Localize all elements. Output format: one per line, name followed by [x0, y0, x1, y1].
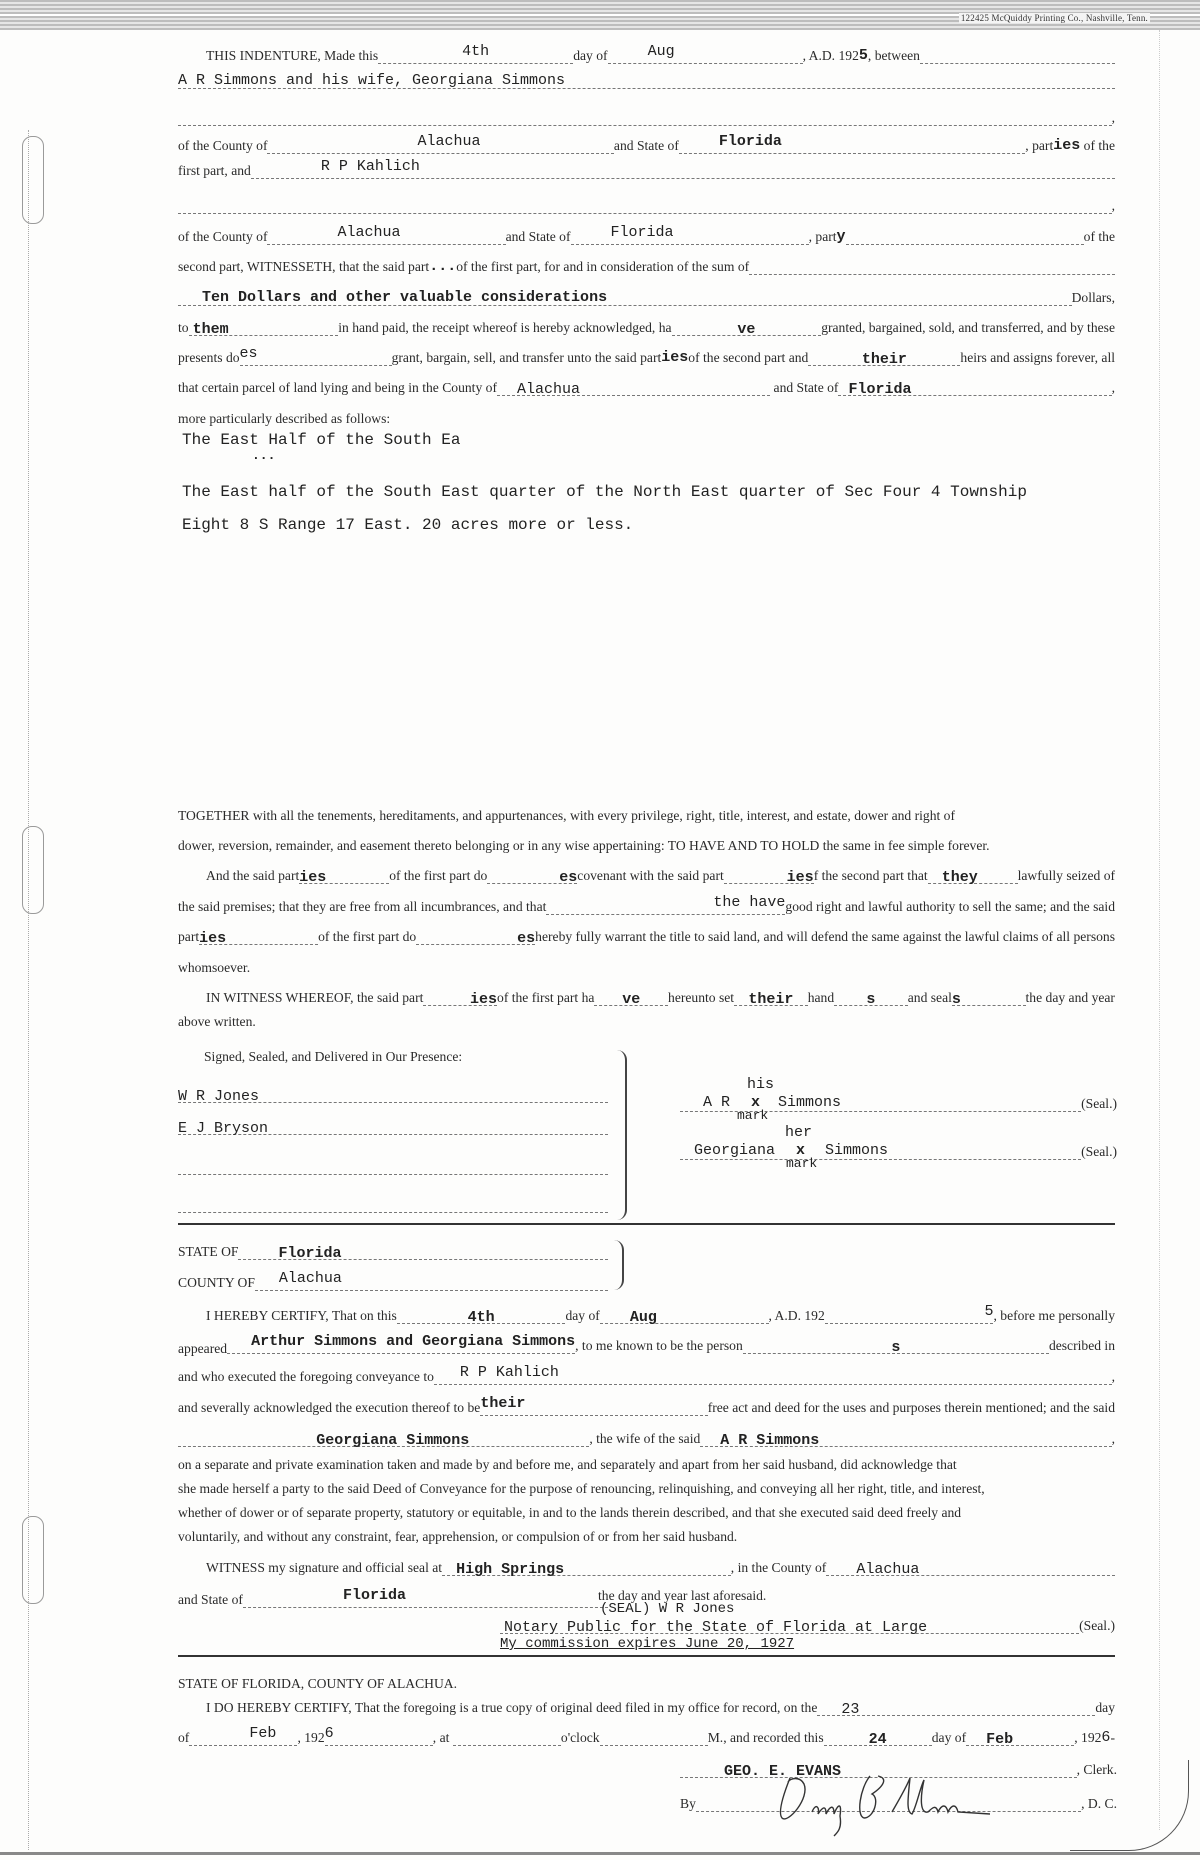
ack-para-2: she made herself a party to the said Deed of Conveyance for the purpose of renouncing, relinquishing, and conveying all her right, title, and interest, [178, 1481, 985, 1496]
ack-witness-line [178, 1560, 1115, 1576]
grantor1-x-mark: x [751, 1094, 761, 1111]
grantee-state: Florida [610, 224, 674, 241]
county-of-label: of the County of [178, 138, 268, 153]
signed-sealed-heading: Signed, Sealed, and Delivered in Our Presence: [204, 1049, 463, 1064]
seal-label: (Seal.) [1081, 1144, 1117, 1159]
ack-para-4: voluntarily, and without any constraint, fear, apprehension, or compulsion of or from her said husband. [178, 1529, 738, 1544]
witness-ve: ve [622, 991, 641, 1008]
covenant-text-e: lawfully seized of [1017, 868, 1116, 883]
grantor1-last: Simmons [778, 1094, 842, 1111]
parcel-text: that certain parcel of land lying and being in the County of [178, 380, 497, 395]
description-line-2: Eight 8 S Range 17 East. 20 acres more or less. [182, 516, 634, 534]
struck-marks: ... [252, 448, 276, 463]
of-label: of [178, 1730, 190, 1745]
recording-certify-text: I DO HEREBY CERTIFY, That the foregoing is a true copy of original deed filed in my office for record, on the [206, 1700, 818, 1715]
ack-year-digit: 5 [984, 1303, 994, 1320]
witnesseth-line [178, 259, 1115, 275]
warrant-es: es [517, 930, 536, 947]
parcel-county: Alachua [516, 381, 580, 398]
of-the-label: of the [1083, 138, 1115, 153]
grantor-county-line [178, 133, 1115, 154]
filed-month: Feb [249, 1725, 277, 1742]
appeared-label: appeared [178, 1341, 228, 1356]
covenant-ies-2: ies [786, 869, 814, 886]
description-line-1: The East half of the South East quarter of the North East quarter of Sec Four 4 Township [182, 483, 1027, 501]
ack-county-2: Alachua [856, 1561, 920, 1578]
witnesseth-label: second part, WITNESSETH, that the said part [178, 259, 430, 274]
state-of-label: and State of [773, 380, 839, 395]
witness-signature-3 [178, 1160, 608, 1175]
witness-text-d: hand [807, 990, 835, 1005]
grantor2-her: her [785, 1124, 813, 1141]
warrant-text-b: of the first part do [318, 929, 417, 944]
notary-title: Notary Public for the State of Florida at Large [504, 1619, 928, 1636]
ack-month: Aug [629, 1309, 657, 1326]
ack-state-line [178, 1244, 608, 1260]
witness-seals-s: s [951, 991, 961, 1008]
ack-county: Alachua [278, 1270, 342, 1287]
part-label: , part [808, 229, 837, 244]
covenant-line [178, 868, 1115, 884]
ack-para-3: whether of dower or of separate property, statutory or equitable, in and to the lands therein described, and that she executed said deed freely and [178, 1505, 962, 1520]
second-part-and-text: of the second part and [688, 350, 809, 365]
ack-place: High Springs [456, 1561, 565, 1578]
does-suffix: es [239, 345, 258, 362]
witness-name-2: E J Bryson [178, 1120, 269, 1137]
hand-paid-text: in hand paid, the receipt whereof is hereby acknowledged, ha [338, 320, 672, 335]
ack-certify-text: I HEREBY CERTIFY, That on this [206, 1308, 397, 1323]
grantor-state: Florida [718, 133, 782, 150]
ack-wife-name: Georgiana Simmons [316, 1432, 470, 1449]
ack-appeared-line [178, 1333, 1115, 1356]
warrant-ies: ies [199, 930, 227, 947]
witness-name-1: W R Jones [178, 1088, 260, 1105]
grantee-county: Alachua [337, 224, 401, 241]
recording-certify-line [178, 1700, 1115, 1716]
ack-their: their [480, 1395, 526, 1412]
witnesseth-suffix: ... [429, 258, 457, 275]
covenant-ies-1: ies [299, 869, 327, 886]
comma: , [1111, 1431, 1116, 1446]
described-in-text: described in [1048, 1338, 1115, 1353]
to-whom: them [192, 321, 229, 338]
ack-para-1: on a separate and private examination taken and made by and before me, and separately and apart from her said husband, did acknowledge that [178, 1457, 957, 1472]
grantee-line [178, 158, 1115, 179]
have-suffix: ve [737, 321, 756, 338]
filed-year-digit: 6 [324, 1725, 334, 1742]
indenture-line [178, 43, 1115, 64]
grantor1-mark: mark [737, 1108, 769, 1123]
grantor2-mark: mark [786, 1156, 818, 1171]
person-suffix: s [891, 1339, 901, 1356]
seal-label: (Seal.) [1079, 1618, 1115, 1633]
witness-text-e: and seal [907, 990, 952, 1005]
state-of-label: and State of [613, 138, 679, 153]
comma: , [1111, 1369, 1115, 1384]
day-label: day [1095, 1700, 1115, 1715]
witness-text-b: of the first part ha [497, 990, 595, 1005]
presents-do-label: presents do [178, 350, 240, 365]
grant-bargain-text: grant, bargain, sell, and transfer unto the said part [391, 350, 662, 365]
witness-hands-s: s [866, 991, 876, 1008]
ack-state-2: Florida [342, 1587, 406, 1604]
appeared-names: Arthur Simmons and Georgiana Simmons [251, 1333, 576, 1350]
blank-line-1 [178, 110, 1115, 126]
deputy-clerk-signature-icon [760, 1768, 1060, 1838]
signature-brace [617, 1050, 627, 1220]
premises-the-have: the have [713, 894, 786, 911]
ack-state-label: STATE OF [178, 1244, 239, 1259]
described-line [178, 411, 1115, 427]
section-divider-1 [178, 1223, 1115, 1225]
ad-label: , A.D. 192 [768, 1308, 825, 1323]
dollars-label: Dollars, [1071, 290, 1115, 305]
witness-signature-2 [178, 1120, 608, 1135]
covenant-text-b: of the first part do [389, 868, 488, 883]
last-aforesaid: the day and year last aforesaid. [598, 1588, 767, 1603]
together-line-1: TOGETHER with all the tenements, hereditaments, and appurtenances, with every privilege, right, title, interest, and estate, dower and right of [178, 808, 956, 823]
recording-date-line [178, 1725, 1115, 1748]
between-label: , between [867, 48, 920, 63]
seal-label: (Seal.) [1081, 1096, 1117, 1111]
ad-label: , A.D. 192 [802, 48, 859, 63]
first-part-and-label: first part, and [178, 163, 251, 178]
grantors-names: A R Simmons and his wife, Georgiana Simmons [178, 72, 566, 89]
witness-at-text: WITNESS my signature and official seal at [206, 1560, 443, 1575]
grantor-part-suffix: ies [1053, 137, 1081, 154]
county-of-label: of the County of [178, 229, 268, 244]
whomsoever-line: whomsoever. [178, 960, 251, 975]
witness-text-a: IN WITNESS WHEREOF, the said part [206, 990, 424, 1005]
wife-of-text: , the wife of the said [589, 1431, 701, 1446]
at-label: , at [432, 1730, 450, 1745]
covenant-es-1: es [559, 869, 578, 886]
witness-whereof-line [178, 990, 1115, 1006]
comma: , [1111, 110, 1115, 125]
indenture-prefix: THIS INDENTURE, Made this [206, 48, 379, 63]
receipt-line [178, 320, 1115, 336]
grantee-part-suffix: y [836, 228, 846, 245]
state-of-label: and State of [505, 229, 571, 244]
grantee-name: R P Kahlich [320, 158, 420, 175]
recorded-day: 24 [868, 1731, 887, 1748]
part-label: , part [1025, 138, 1054, 153]
clerk-label: , Clerk. [1076, 1762, 1117, 1777]
warrant-text-a: part [178, 929, 200, 944]
covenant-text-a: And the said part [206, 868, 300, 883]
grantor2-x-mark: x [796, 1142, 806, 1159]
in-county-text: , in the County of [730, 1560, 827, 1575]
severally-text: and severally acknowledged the execution thereof to be [178, 1400, 481, 1415]
witness-ies: ies [470, 991, 498, 1008]
consideration-line [178, 290, 1115, 306]
indenture-month: Aug [647, 43, 675, 60]
to-label: to [178, 320, 189, 335]
above-written: above written. [178, 1014, 256, 1029]
parties-suffix: ies [661, 349, 689, 366]
witness-text-f: the day and year [1025, 990, 1115, 1005]
recorded-year-digit: 6 [1101, 1729, 1111, 1746]
grantor1-first: A R [703, 1094, 731, 1111]
ack-county-line [178, 1270, 608, 1291]
dash: - [1110, 1730, 1115, 1745]
known-text: , to me known to be the person [575, 1338, 743, 1353]
by-label: By [680, 1796, 696, 1811]
blank-line-2 [178, 198, 1115, 214]
presents-line [178, 345, 1115, 368]
grantor2-first: Georgiana [694, 1142, 776, 1159]
comma: , [1111, 198, 1115, 213]
indenture-year-digit: 5 [858, 47, 868, 64]
clerk-name: GEO. E. EVANS [724, 1763, 842, 1780]
comma: , [1111, 380, 1116, 395]
punch-hole-bottom [22, 1516, 44, 1604]
ack-executed-line [178, 1364, 1115, 1385]
ack-brace [614, 1240, 624, 1290]
together-line-2: dower, reversion, remainder, and easement thereto belonging or in any wise appertaining: TO HAVE AND TO HOLD the same in fee simple forever. [178, 838, 990, 853]
ack-severally-line [178, 1395, 1115, 1416]
ack-state-of-line [178, 1587, 608, 1608]
day-of-label: day of [573, 48, 608, 63]
day-of-label: day of [565, 1308, 600, 1323]
executed-to-text: and who executed the foregoing conveyance to [178, 1369, 434, 1384]
punch-hole-middle [22, 826, 44, 914]
indenture-day: 4th [462, 43, 490, 60]
ack-husband: A R Simmons [720, 1432, 820, 1449]
of-the-label: of the [1083, 229, 1115, 244]
grantor-county: Alachua [417, 133, 481, 150]
premises-text-a: the said premises; that they are free from all incumbrances, and that [178, 899, 547, 914]
warrant-line [178, 929, 1115, 945]
premises-line [178, 894, 1115, 915]
parcel-state: Florida [848, 381, 912, 398]
heirs-text: heirs and assigns forever, all [960, 350, 1115, 365]
covenant-text-d: f the second part that [813, 868, 928, 883]
section-divider-2 [178, 1655, 1115, 1657]
state-of-label: and State of [178, 1592, 243, 1607]
right-margin-line [1159, 30, 1160, 1830]
commission-expires: My commission expires June 20, 1927 [500, 1636, 795, 1652]
witness-signature-1 [178, 1088, 608, 1103]
recording-heading: STATE OF FLORIDA, COUNTY OF ALACHUA. [178, 1676, 457, 1691]
printer-imprint: 122425 McQuiddy Printing Co., Nashville, Tenn. [960, 13, 1148, 23]
granted-text: granted, bargained, sold, and transferred, and by these [821, 320, 1115, 335]
covenant-text-c: covenant with the said part [577, 868, 724, 883]
recorded-this-text: M., and recorded this [707, 1730, 824, 1745]
notary-seal-signature: (SEAL) W R Jones [600, 1601, 735, 1617]
grantor2-last: Simmons [825, 1142, 889, 1159]
punch-hole-top [22, 136, 44, 224]
heirs-their: their [861, 351, 907, 368]
consideration-amount: Ten Dollars and other valuable considerations [202, 289, 608, 306]
before-me-text: , before me personally [993, 1308, 1116, 1323]
page-bottom-band [0, 1852, 1200, 1855]
grantors-line [178, 74, 1115, 89]
filed-day: 23 [841, 1701, 860, 1718]
year-prefix: , 192 [297, 1730, 325, 1745]
ack-wife-line [178, 1431, 1115, 1447]
ack-certify-line [178, 1303, 1116, 1326]
ack-grantee: R P Kahlich [459, 1364, 559, 1381]
grantor1-his: his [747, 1076, 775, 1093]
dc-label: , D. C. [1081, 1796, 1117, 1811]
oclock-label: o'clock [560, 1730, 600, 1745]
witness-their: their [748, 991, 794, 1008]
struck-description-line: The East Half of the South Ea [182, 431, 461, 449]
premises-text-b: good right and lawful authority to sell the same; and the said [785, 899, 1115, 914]
witnesseth-rest: of the first part, for and in consideration of the sum of [456, 259, 750, 274]
covenant-they: they [941, 869, 978, 886]
grantee-county-line [178, 224, 1115, 245]
day-of-label: day of [931, 1730, 967, 1745]
witness-text-c: hereunto set [668, 990, 735, 1005]
year-prefix: , 192 [1074, 1730, 1102, 1745]
described-label: more particularly described as follows: [178, 411, 391, 426]
warrant-text-c: hereby fully warrant the title to said land, and will defend the same against the lawful claims of all persons [535, 929, 1115, 944]
notary-title-line [500, 1618, 1115, 1634]
witness-signature-4 [178, 1198, 608, 1213]
ack-day: 4th [467, 1309, 495, 1326]
free-act-text: free act and deed for the uses and purposes therein mentioned; and the said [707, 1400, 1115, 1415]
recorded-month: Feb [986, 1731, 1014, 1748]
parcel-line [178, 380, 1115, 396]
ack-county-label: COUNTY OF [178, 1275, 255, 1290]
ack-state: Florida [278, 1245, 342, 1262]
